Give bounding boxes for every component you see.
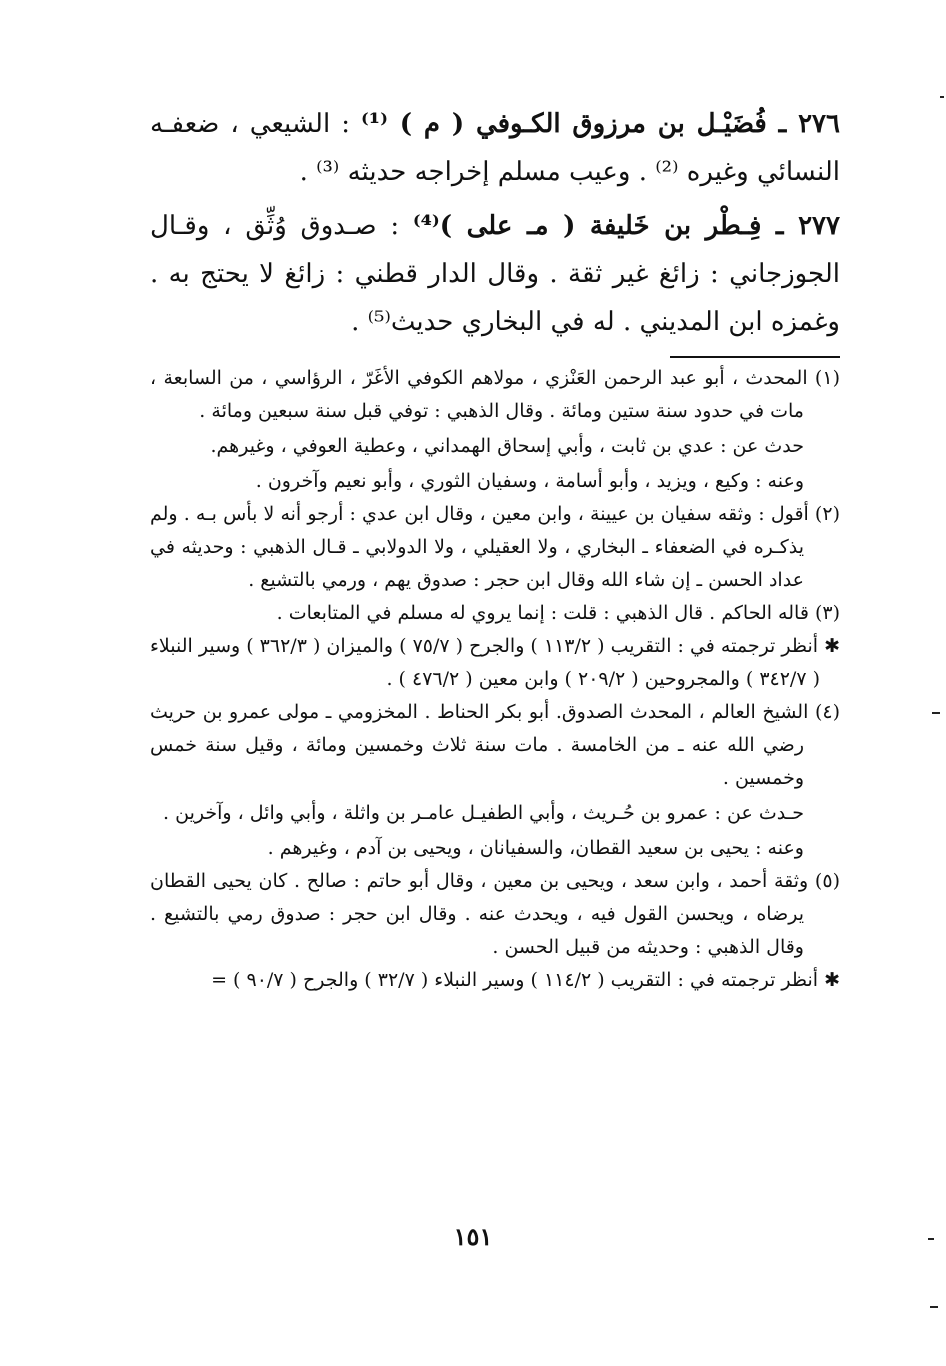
footnote-4-narrated-from: حـدث عن : عمرو بن حُـريث ، وأبي الطفيـل عامـر بن واثلة ، وأبي وائل ، وآخرين . (163, 802, 804, 824)
entry-276-text: : الشيعي ، ضعفـه النسائي وغيره ⁽²⁾ . وعيب مسلم إخراجه حديثه ⁽³⁾ . (150, 109, 840, 187)
footnote-1-narrators: وعنه : وكيع ، ويزيد ، وأبو أسامة ، وسفيان الثوري ، وأبو نعيم وآخرون . (255, 470, 804, 492)
footnote-4: (٤) الشيخ العالم ، المحدث الصدوق. أبو بكر الحناط . المخزومي ـ مولى عمرو بن حريث رضي الله عنه ـ من الخامسة . مات سنة ثلاث وخمسين ومائة ، وقيل سنة خمس وخمسين . (150, 701, 840, 789)
entry-276-heading: ٢٧٦ ـ فُضَيْـل بن مرزوق الكـوفي ( م ) ⁽¹⁾ (361, 109, 840, 139)
scan-mark-right-1 (932, 712, 940, 714)
reference-note-2: ✱ أنظر ترجمته في : التقريب ( ١١٤/٢ ) وسير النبلاء ( ٣٢/٧ ) والجرح ( ٩٠/٧ ) = (211, 969, 840, 991)
entry-277-text: : صـدوق وُثِّق ، وقـال الجوزجاني : زائغ غير ثقة . وقال الدار قطني : زائغ لا يحتج به . وغمزه ابن المديني . له في البخاري حديث⁽⁵⁾ . (150, 211, 840, 337)
footnote-4-narrators: وعنه : يحيى بن سعيد القطان، والسفيانان ، ويحيى بن آدم ، وغيرهم . (267, 837, 804, 859)
footnote-divider (670, 356, 840, 358)
footnote-1: (١) المحدث ، أبو عبد الرحمن العَنْزي ، مولاهم الكوفي الأغَرّ ، الرؤاسي ، من السابعة ، مات في حدود سنة ستين ومائة . وقال الذهبي : توفي قبل سنة سبعين ومائة . (150, 367, 840, 422)
entry-277 (150, 202, 840, 346)
footnote-3: (٣) قاله الحاكم . قال الذهبي : قلت : إنما يروي له مسلم في المتابعات . (276, 602, 840, 624)
footnotes (150, 362, 840, 997)
footnote-1-narrated-from: حدث عن : عدي بن ثابت ، وأبي إسحاق الهمداني ، وعطية العوفي ، وغيرهم. (210, 435, 804, 457)
page-number: ١٥١ (453, 1222, 493, 1251)
footnote-2: (٢) أقول : وثقه سفيان بن عيينة ، وابن معين ، وقال ابن عدي : أرجو أنه لا بأس بـه . ولم يذكـره في الضعفاء ـ البخاري ، ولا العقيلي ، ولا الدولابي ـ قـال الذهبي : وحديثه في عداد الحسن ـ إن شاء الله وقال ابن حجر : صدوق يهم ، ورمي بالتشيع . (150, 503, 840, 591)
reference-note-1: ✱ أنظر ترجمته في : التقريب ( ١١٣/٢ ) والجرح ( ٧٥/٧ ) والميزان ( ٣٦٢/٣ ) وسير النبلاء ( ٣٤٢/٧ ) والمجروحين ( ٢٠٩/٢ ) وابن معين ( ٤٧٦/٢ ) . (150, 635, 840, 690)
entry-277-heading: ٢٧٧ ـ فِـطْر بن خَليفة ( مـ على )⁽⁴⁾ (412, 211, 840, 241)
scan-mark-top (940, 96, 944, 98)
footnote-5: (٥) وثقة أحمد ، وابن سعد ، ويحيى بن معين ، وقال أبو حاتم : صالح . كان يحيى القطان يرضاه ، ويحسن القول فيه ، ويحدث عنه . وقال ابن حجر : صدوق رمي بالتشيع . وقال الذهبي : وحديثه من قبيل الحسن . (150, 870, 840, 958)
page-content (150, 100, 840, 997)
scan-mark-right-3 (930, 1306, 938, 1308)
scan-mark-right-2 (928, 1238, 934, 1240)
entry-276 (150, 100, 840, 196)
